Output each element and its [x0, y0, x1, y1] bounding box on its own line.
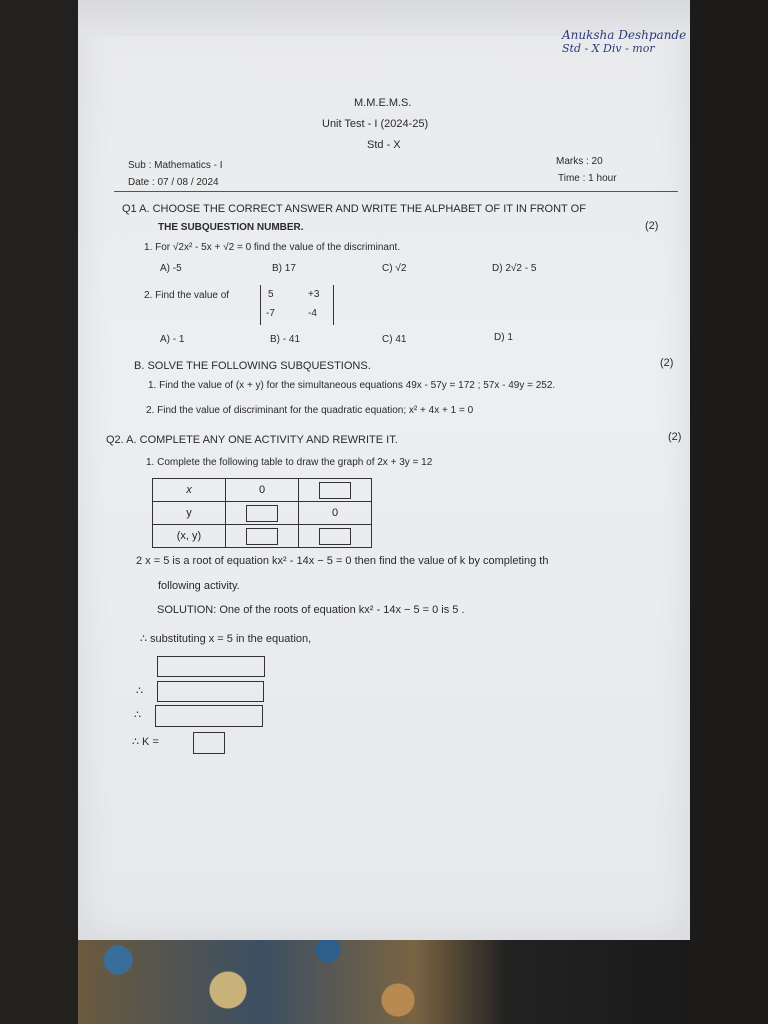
q1b-item1: 1. Find the value of (x + y) for the simultaneous equations 49x - 57y = 172 ; 57x - 49y = 252.: [148, 380, 556, 391]
q2a-marks: (2): [668, 431, 682, 443]
therefore-1: ∴: [136, 685, 143, 697]
test-title: Unit Test - I (2024-25): [322, 118, 429, 130]
table-cell-y-0: 0: [299, 502, 372, 525]
q1a-item2-opt-a: A) - 1: [160, 334, 185, 345]
det-m12: +3: [308, 289, 320, 300]
q1b-title: B. SOLVE THE FOLLOWING SUBQUESTIONS.: [134, 360, 371, 372]
k-answer-box[interactable]: [193, 732, 225, 754]
substituting-text: ∴ substituting x = 5 in the equation,: [140, 633, 312, 645]
q1a-title-line1: Q1 A. CHOOSE THE CORRECT ANSWER AND WRITE THE ALPHABET OF IT IN FRONT OF: [122, 203, 586, 215]
q1a-title-line2: THE SUBQUESTION NUMBER.: [158, 222, 304, 233]
answer-box-3[interactable]: [155, 705, 263, 727]
q2a-title: Q2. A. COMPLETE ANY ONE ACTIVITY AND REWRITE IT.: [106, 434, 398, 446]
table-row: [153, 479, 372, 502]
q1a-marks: (2): [645, 220, 659, 232]
q2a-item1: 1. Complete the following table to draw the graph of 2x + 3y = 12: [146, 457, 433, 468]
q1a-item1-text: 1. For √2x² - 5x + √2 = 0 find the value of the discriminant.: [144, 242, 401, 253]
table-cell-x-label: x: [153, 479, 226, 502]
q1a-item1-opt-a: A) -5: [160, 263, 182, 274]
q1a-item1-opt-b: B) 17: [272, 263, 296, 274]
date-label: Date : 07 / 08 / 2024: [128, 177, 219, 188]
q1b-marks: (2): [660, 357, 674, 369]
det-m11: 5: [268, 289, 274, 300]
table-row: [153, 525, 372, 548]
answer-box-2[interactable]: [157, 681, 264, 702]
std-label: Std - X: [367, 139, 401, 151]
q1b-item2: 2. Find the value of discriminant for the quadratic equation; x² + 4x + 1 = 0: [146, 405, 474, 416]
handwritten-name: Anuksha Deshpande: [562, 28, 687, 42]
q2a-item2-line1: 2 x = 5 is a root of equation kx² - 14x − 5 = 0 then find the value of k by completing th: [136, 555, 549, 567]
table-cell-blank[interactable]: [299, 525, 372, 548]
table-row: [153, 502, 372, 525]
q1a-item2-opt-c: C) 41: [382, 334, 407, 345]
answer-box-1[interactable]: [157, 656, 265, 677]
table-cell-blank[interactable]: [226, 502, 299, 525]
graph-table: [152, 478, 372, 548]
q1a-item1-opt-d: D) 2√2 - 5: [492, 263, 537, 274]
q1a-item2-text: 2. Find the value of: [144, 290, 230, 301]
background-right: [690, 0, 768, 1024]
q1a-item1-opt-c: C) √2: [382, 263, 407, 274]
solution-text: SOLUTION: One of the roots of equation kx² - 14x − 5 = 0 is 5 .: [157, 604, 465, 616]
handwritten-class: Std - X Div - mor: [562, 42, 655, 55]
time-label: Time : 1 hour: [558, 173, 617, 184]
table-cell-blank[interactable]: [226, 525, 299, 548]
therefore-2: ∴: [134, 709, 141, 721]
school-name: M.M.E.M.S.: [354, 97, 412, 109]
q2a-item2-line2: following activity.: [158, 580, 240, 592]
subject-label: Sub : Mathematics - I: [128, 160, 223, 171]
det-m22: -4: [308, 308, 317, 319]
table-cell-xy-label: (x, y): [153, 525, 226, 548]
k-label: ∴ K =: [132, 736, 159, 748]
table-cell-y-label: y: [153, 502, 226, 525]
table-cell-blank[interactable]: [299, 479, 372, 502]
det-m21: -7: [266, 308, 275, 319]
q1a-item2-opt-d: D) 1: [494, 332, 513, 343]
background-left: [0, 0, 78, 1024]
table-cell-x-0: 0: [226, 479, 299, 502]
header-divider: [114, 191, 678, 192]
marks-label: Marks : 20: [556, 156, 603, 167]
q1a-item2-opt-b: B) - 41: [270, 334, 301, 345]
